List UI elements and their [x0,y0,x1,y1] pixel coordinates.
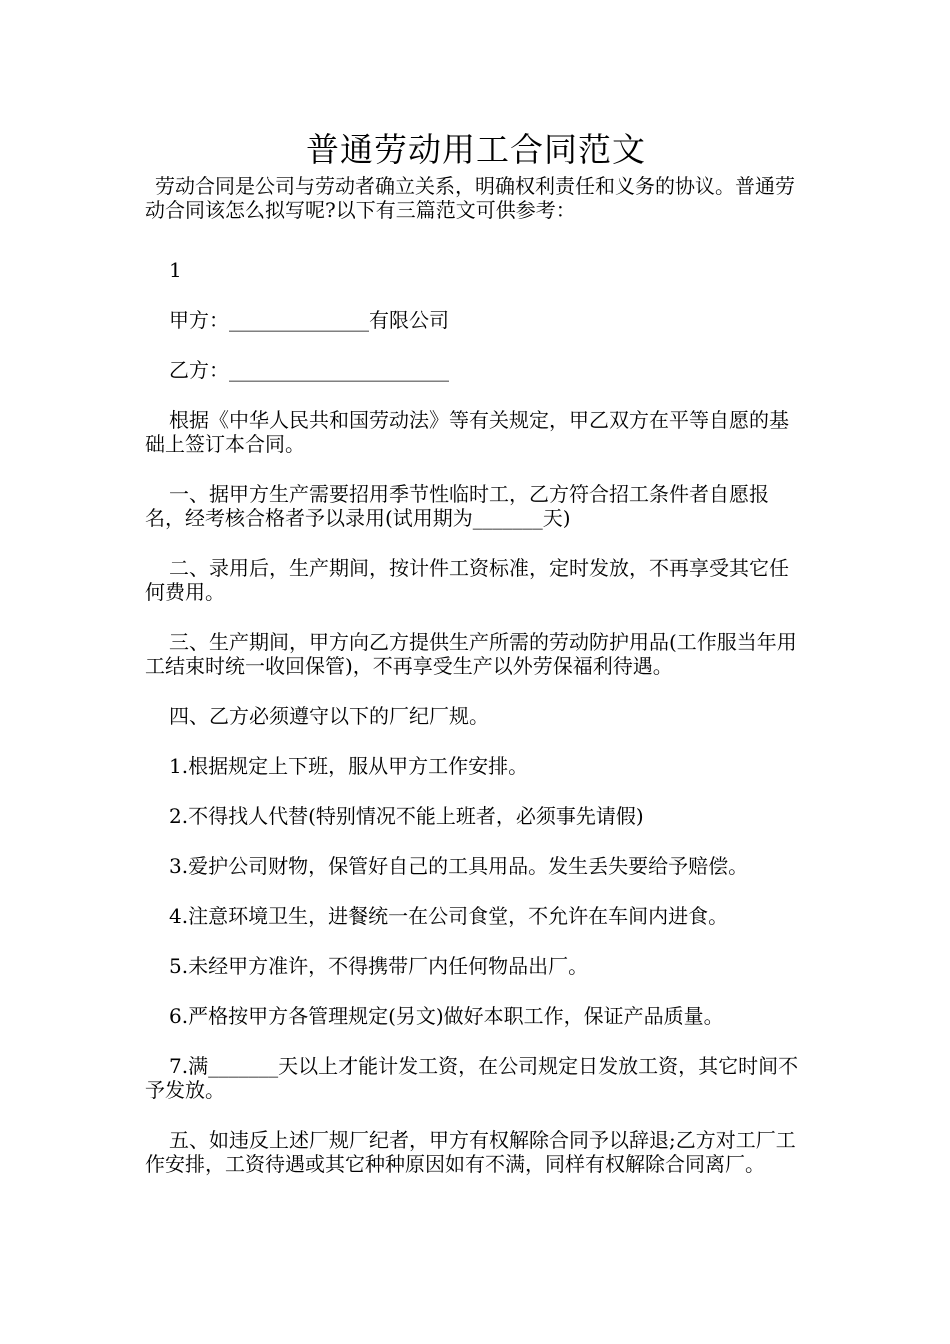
section-number: 1 [169,258,182,282]
rule-6: 6.严格按甲方各管理规定(另文)做好本职工作，保证产品质量。 [169,1004,724,1028]
document-page [145,128,807,1176]
rule-3: 3.爱护公司财物，保管好自己的工具用品。发生丢失要给予赔偿。 [169,854,749,878]
party-b-line: 乙方：______________________ [169,358,449,382]
rule-1: 1.根据规定上下班，服从甲方工作安排。 [169,754,529,778]
clause-5: 五、如违反上述厂规厂纪者，甲方有权解除合同予以辞退;乙方对工厂工作安排，工资待遇或其它种种原因如有不满，同样有权解除合同离厂。 [145,1128,796,1176]
clause-1: 一、据甲方生产需要招用季节性临时工，乙方符合招工条件者自愿报名，经考核合格者予以录用(试用期为_______天) [145,482,769,530]
party-a-line: 甲方：______________有限公司 [169,308,449,332]
document-title: 普通劳动用工合同范文 [306,130,646,169]
rule-4: 4.注意环境卫生，进餐统一在公司食堂，不允许在车间内进食。 [169,904,729,928]
clause-2: 二、录用后，生产期间，按计件工资标准，定时发放，不再享受其它任何费用。 [145,556,789,604]
preamble-paragraph: 根据《中华人民共和国劳动法》等有关规定，甲乙双方在平等自愿的基础上签订本合同。 [145,408,789,456]
rule-5: 5.未经甲方准许，不得携带厂内任何物品出厂。 [169,954,589,978]
rule-2: 2.不得找人代替(特别情况不能上班者，必须事先请假) [169,804,644,828]
rule-7: 7.满_______天以上才能计发工资，在公司规定日发放工资，其它时间不予发放。 [145,1054,799,1102]
intro-paragraph: 劳动合同是公司与劳动者确立关系，明确权利责任和义务的协议。普通劳动合同该怎么拟写呢?以下有三篇范文可供参考： [145,174,795,222]
clause-4: 四、乙方必须遵守以下的厂纪厂规。 [169,704,489,728]
clause-3: 三、生产期间，甲方向乙方提供生产所需的劳动防护用品(工作服当年用工结束时统一收回保管)，不再享受生产以外劳保福利待遇。 [145,630,797,678]
